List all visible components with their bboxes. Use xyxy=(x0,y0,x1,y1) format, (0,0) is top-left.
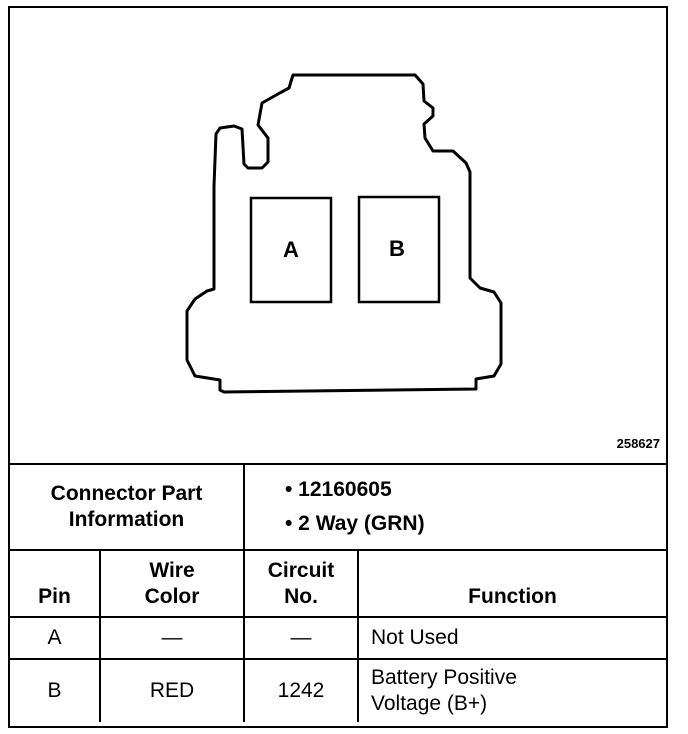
cell-function: Not Used xyxy=(358,617,666,659)
cell-function: Battery Positive Voltage (B+) xyxy=(358,659,666,722)
connector-housing xyxy=(187,75,501,392)
part-info-label xyxy=(10,464,244,550)
col-function: Function xyxy=(358,550,666,617)
cell-circuit: — xyxy=(244,617,358,659)
pin-b-label: B xyxy=(389,236,405,261)
table-row xyxy=(10,659,666,722)
figure-number: 258627 xyxy=(616,436,660,451)
pin-table xyxy=(10,463,666,722)
cell-circuit: 1242 xyxy=(244,659,358,722)
part-info-values xyxy=(244,464,666,550)
col-circuit-no: Circuit No. xyxy=(244,550,358,617)
connector-type: • 2 Way (GRN) xyxy=(285,512,425,535)
cell-wire: — xyxy=(100,617,244,659)
column-header-row xyxy=(10,550,666,617)
connector-outline xyxy=(10,8,666,463)
diagram-frame xyxy=(8,6,668,728)
col-pin: Pin xyxy=(10,550,100,617)
part-info-label-line2: Information xyxy=(68,508,185,531)
table-row xyxy=(10,617,666,659)
col-wire-color: Wire Color xyxy=(100,550,244,617)
connector-drawing xyxy=(10,8,666,463)
cell-pin: A xyxy=(10,617,100,659)
cell-pin: B xyxy=(10,659,100,722)
cell-wire: RED xyxy=(100,659,244,722)
part-info-row xyxy=(10,464,666,550)
part-number: • 12160605 xyxy=(285,478,392,501)
pin-a-label: A xyxy=(283,237,299,262)
part-info-label-line1: Connector Part xyxy=(50,482,203,505)
